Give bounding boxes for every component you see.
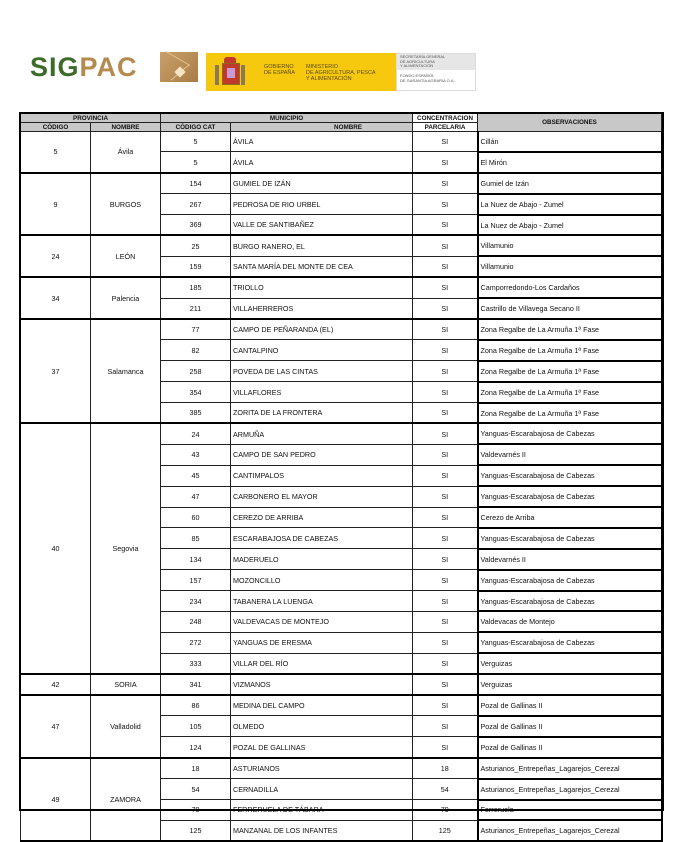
concentracion-cell: 18 xyxy=(413,758,478,779)
concentracion-cell: SI xyxy=(413,591,478,612)
concentracion-cell: SI xyxy=(413,403,478,424)
concentracion-cell: 79 xyxy=(413,800,478,821)
concentracion-cell: SI xyxy=(413,277,478,298)
codigo-cat-cell: 124 xyxy=(161,737,231,758)
observaciones-cell: Zona Regalbe de La Armuña 1ª Fase xyxy=(478,340,662,361)
observaciones-cell: Zona Regalbe de La Armuña 1ª Fase xyxy=(478,361,662,382)
observaciones-cell: Yanguas-Escarabajosa de Cabezas xyxy=(478,465,662,486)
secretaria-text: SECRETARÍA GENERAL DE AGRICULTURA Y ALIMENTACIÓN xyxy=(397,54,475,70)
observaciones-cell: Gumiel de Izán xyxy=(478,173,662,194)
provincia-codigo-cell: 9 xyxy=(21,173,91,236)
observaciones-cell: La Nuez de Abajo - Zumel xyxy=(478,215,662,236)
municipio-nombre-cell: ÁVILA xyxy=(231,132,413,152)
municipio-nombre-cell: ASTURIANOS xyxy=(231,758,413,779)
observaciones-cell: Valdevacas de Montejo xyxy=(478,611,662,632)
concentracion-cell: SI xyxy=(413,486,478,507)
observaciones-cell: Yanguas-Escarabajosa de Cabezas xyxy=(478,528,662,549)
municipio-nombre-cell: POVEDA DE LAS CINTAS xyxy=(231,361,413,382)
codigo-cat-cell: 5 xyxy=(161,152,231,173)
codigo-cat-cell: 60 xyxy=(161,507,231,528)
ministerio-text: MINISTERIO DE AGRICULTURA, PESCA Y ALIMENTACIÓN xyxy=(306,64,376,82)
municipio-nombre-cell: VIZMANOS xyxy=(231,674,413,695)
concentracion-cell: SI xyxy=(413,528,478,549)
codigo-cat-cell: 82 xyxy=(161,340,231,361)
provincia-codigo-cell: 49 xyxy=(21,758,91,842)
codigo-cat-cell: 105 xyxy=(161,716,231,737)
municipio-nombre-cell: CEREZO DE ARRIBA xyxy=(231,507,413,528)
codigo-cat-cell: 86 xyxy=(161,695,231,716)
codigo-cat-cell: 43 xyxy=(161,444,231,465)
observaciones-cell: Villamunio xyxy=(478,235,662,256)
observaciones-cell: Verguizas xyxy=(478,674,662,695)
concentracion-cell: SI xyxy=(413,298,478,319)
provincia-nombre-cell: Ávila xyxy=(91,132,161,173)
municipio-nombre-cell: CARBONERO EL MAYOR xyxy=(231,486,413,507)
observaciones-cell: Verguizas xyxy=(478,653,662,674)
codigo-cat-cell: 18 xyxy=(161,758,231,779)
provincia-codigo-cell: 24 xyxy=(21,235,91,277)
concentracion-cell: SI xyxy=(413,549,478,570)
table-row xyxy=(21,277,662,298)
table-row xyxy=(21,695,662,716)
fega-banner xyxy=(396,53,476,91)
municipio-nombre-cell: CAMPO DE PEÑARANDA (EL) xyxy=(231,319,413,340)
municipio-nombre-cell: MEDINA DEL CAMPO xyxy=(231,695,413,716)
municipio-nombre-cell: ZORITA DE LA FRONTERA xyxy=(231,403,413,424)
concentracion-cell: SI xyxy=(413,132,478,152)
observaciones-cell: Pozal de Gallinas II xyxy=(478,716,662,737)
concentracion-cell: SI xyxy=(413,444,478,465)
observaciones-cell: Camporredondo-Los Cardaños xyxy=(478,277,662,298)
observaciones-cell: Cerezo de Arriba xyxy=(478,507,662,528)
provincia-codigo-cell: 42 xyxy=(21,674,91,695)
provincia-codigo-cell: 37 xyxy=(21,319,91,423)
concentracion-cell: SI xyxy=(413,194,478,215)
concentracion-cell: 54 xyxy=(413,779,478,800)
codigo-cat-cell: 54 xyxy=(161,779,231,800)
codigo-cat-cell: 5 xyxy=(161,132,231,152)
codigo-cat-cell: 185 xyxy=(161,277,231,298)
concentracion-cell: SI xyxy=(413,674,478,695)
observaciones-cell: Pozal de Gallinas II xyxy=(478,737,662,758)
concentracion-cell: SI xyxy=(413,152,478,173)
municipio-nombre-cell: VILLAHERREROS xyxy=(231,298,413,319)
codigo-cat-cell: 258 xyxy=(161,361,231,382)
observaciones-cell: Yanguas-Escarabajosa de Cabezas xyxy=(478,486,662,507)
municipio-nombre-cell: ÁVILA xyxy=(231,152,413,173)
header-codigo: CÓDIGO xyxy=(21,123,91,132)
coat-of-arms-icon xyxy=(214,57,246,87)
provincia-nombre-cell: SORIA xyxy=(91,674,161,695)
concentracion-cell: SI xyxy=(413,737,478,758)
codigo-cat-cell: 134 xyxy=(161,549,231,570)
provincia-nombre-cell: Valladolid xyxy=(91,695,161,758)
codigo-cat-cell: 85 xyxy=(161,528,231,549)
provincia-nombre-cell: Segovia xyxy=(91,423,161,674)
municipio-nombre-cell: TABANERA LA LUENGA xyxy=(231,591,413,612)
sigpac-logo xyxy=(30,52,138,83)
municipio-nombre-cell: VALLE DE SANTIBAÑEZ xyxy=(231,215,413,236)
codigo-cat-cell: 159 xyxy=(161,256,231,277)
provincia-nombre-cell: BURGOS xyxy=(91,173,161,236)
municipio-nombre-cell: POZAL DE GALLINAS xyxy=(231,737,413,758)
codigo-cat-cell: 333 xyxy=(161,653,231,674)
table-row xyxy=(21,674,662,695)
codigo-cat-cell: 45 xyxy=(161,465,231,486)
observaciones-cell: La Nuez de Abajo - Zumel xyxy=(478,194,662,215)
provincia-nombre-cell: ZAMORA xyxy=(91,758,161,842)
municipio-nombre-cell: VILLAR DEL RÍO xyxy=(231,653,413,674)
header-parcelaria: PARCELARIA xyxy=(413,123,478,132)
observaciones-cell: Asturianos_Entrepeñas_Lagarejos_Cerezal xyxy=(478,779,662,800)
provincia-nombre-cell: LEÓN xyxy=(91,235,161,277)
fega-text: FONDO ESPAÑOL DE GARANTÍA AGRARIA O.A. xyxy=(400,73,455,83)
codigo-cat-cell: 272 xyxy=(161,632,231,653)
concentracion-cell: SI xyxy=(413,256,478,277)
concentracion-cell: SI xyxy=(413,653,478,674)
municipio-nombre-cell: CANTIMPALOS xyxy=(231,465,413,486)
concentracion-cell: SI xyxy=(413,695,478,716)
observaciones-cell: Castrillo de Villavega Secano II xyxy=(478,298,662,319)
municipio-nombre-cell: TRIOLLO xyxy=(231,277,413,298)
codigo-cat-cell: 248 xyxy=(161,611,231,632)
municipio-nombre-cell: FERRERUELA DE TÁBARA xyxy=(231,800,413,821)
provincia-nombre-cell: Salamanca xyxy=(91,319,161,423)
observaciones-cell: Cillán xyxy=(478,132,662,152)
codigo-cat-cell: 354 xyxy=(161,382,231,403)
observaciones-cell: Zona Regalbe de La Armuña 1ª Fase xyxy=(478,382,662,403)
observaciones-cell: Yanguas-Escarabajosa de Cabezas xyxy=(478,570,662,591)
municipio-nombre-cell: MANZANAL DE LOS INFANTES xyxy=(231,820,413,841)
concentracion-cell: SI xyxy=(413,319,478,340)
codigo-cat-cell: 341 xyxy=(161,674,231,695)
concentracion-cell: SI xyxy=(413,382,478,403)
logo-pac-text: PAC xyxy=(79,52,138,82)
government-banner xyxy=(206,53,396,91)
codigo-cat-cell: 157 xyxy=(161,570,231,591)
observaciones-cell: Valdevarnés II xyxy=(478,549,662,570)
provincia-codigo-cell: 5 xyxy=(21,132,91,173)
sigpac-mark-icon xyxy=(160,52,198,82)
municipio-nombre-cell: MADERUELO xyxy=(231,549,413,570)
table-row xyxy=(21,319,662,340)
observaciones-cell: Villamunio xyxy=(478,256,662,277)
concentracion-cell: 125 xyxy=(413,820,478,841)
observaciones-cell: Zona Regalbe de La Armuña 1ª Fase xyxy=(478,403,662,424)
codigo-cat-cell: 79 xyxy=(161,800,231,821)
municipio-nombre-cell: MOZONCILLO xyxy=(231,570,413,591)
header-municipio-nombre: NOMBRE xyxy=(231,123,413,132)
concentracion-cell: SI xyxy=(413,173,478,194)
municipio-nombre-cell: YANGUAS DE ERESMA xyxy=(231,632,413,653)
table-row xyxy=(21,235,662,256)
header-codigo-cat: CÓDIGO CAT xyxy=(161,123,231,132)
header-municipio: MUNICIPIO xyxy=(161,114,413,123)
observaciones-cell: Valdevarnés II xyxy=(478,444,662,465)
municipio-nombre-cell: CANTALPINO xyxy=(231,340,413,361)
municipio-nombre-cell: OLMEDO xyxy=(231,716,413,737)
observaciones-cell: Zona Regalbe de La Armuña 1ª Fase xyxy=(478,319,662,340)
observaciones-cell: Asturianos_Entrepeñas_Lagarejos_Cerezal xyxy=(478,758,662,779)
provincia-codigo-cell: 40 xyxy=(21,423,91,674)
concentracion-cell: SI xyxy=(413,507,478,528)
codigo-cat-cell: 25 xyxy=(161,235,231,256)
codigo-cat-cell: 125 xyxy=(161,820,231,841)
logo-sig-text: SIG xyxy=(30,52,80,82)
codigo-cat-cell: 267 xyxy=(161,194,231,215)
codigo-cat-cell: 24 xyxy=(161,423,231,444)
gobierno-text: GOBIERNO DE ESPAÑA xyxy=(264,64,296,76)
codigo-cat-cell: 211 xyxy=(161,298,231,319)
observaciones-cell: Ferreruela xyxy=(478,800,662,821)
municipio-nombre-cell: CERNADILLA xyxy=(231,779,413,800)
municipio-nombre-cell: GUMIEL DE IZÁN xyxy=(231,173,413,194)
concentracion-cell: SI xyxy=(413,570,478,591)
header-nombre: NOMBRE xyxy=(91,123,161,132)
observaciones-cell: Yanguas-Escarabajosa de Cabezas xyxy=(478,632,662,653)
concentracion-cell: SI xyxy=(413,423,478,444)
municipio-nombre-cell: CAMPO DE SAN PEDRO xyxy=(231,444,413,465)
codigo-cat-cell: 234 xyxy=(161,591,231,612)
codigo-cat-cell: 47 xyxy=(161,486,231,507)
header-provincia: PROVINCIA xyxy=(21,114,161,123)
header-concentracion: CONCENTRACION xyxy=(413,114,478,123)
table-row xyxy=(21,423,662,444)
municipio-nombre-cell: PEDROSA DE RIO URBEL xyxy=(231,194,413,215)
observaciones-cell: Yanguas-Escarabajosa de Cabezas xyxy=(478,423,662,444)
concentracion-cell: SI xyxy=(413,215,478,236)
municipio-nombre-cell: BURGO RANERO, EL xyxy=(231,235,413,256)
codigo-cat-cell: 77 xyxy=(161,319,231,340)
codigo-cat-cell: 385 xyxy=(161,403,231,424)
concentracion-cell: SI xyxy=(413,235,478,256)
municipio-nombre-cell: ESCARABAJOSA DE CABEZAS xyxy=(231,528,413,549)
concentracion-cell: SI xyxy=(413,340,478,361)
table-row xyxy=(21,132,662,152)
concentracion-cell: SI xyxy=(413,465,478,486)
provincia-codigo-cell: 47 xyxy=(21,695,91,758)
municipio-nombre-cell: VALDEVACAS DE MONTEJO xyxy=(231,611,413,632)
observaciones-cell: Yanguas-Escarabajosa de Cabezas xyxy=(478,591,662,612)
municipio-nombre-cell: ARMUÑA xyxy=(231,423,413,444)
observaciones-cell: El Mirón xyxy=(478,152,662,173)
codigo-cat-cell: 369 xyxy=(161,215,231,236)
provincia-nombre-cell: Palencia xyxy=(91,277,161,319)
concentracion-cell: SI xyxy=(413,716,478,737)
table-row xyxy=(21,173,662,194)
concentracion-cell: SI xyxy=(413,632,478,653)
municipio-nombre-cell: VILLAFLORES xyxy=(231,382,413,403)
provincia-codigo-cell: 34 xyxy=(21,277,91,319)
header-observaciones: OBSERVACIONES xyxy=(478,114,662,132)
table-body xyxy=(21,132,662,842)
table-row xyxy=(21,758,662,779)
municipalities-table xyxy=(20,113,663,842)
observaciones-cell: Pozal de Gallinas II xyxy=(478,695,662,716)
observaciones-cell: Asturianos_Entrepeñas_Lagarejos_Cerezal xyxy=(478,820,662,841)
concentracion-cell: SI xyxy=(413,611,478,632)
municipio-nombre-cell: SANTA MARÍA DEL MONTE DE CEA xyxy=(231,256,413,277)
document-header xyxy=(0,0,684,105)
concentracion-cell: SI xyxy=(413,361,478,382)
codigo-cat-cell: 154 xyxy=(161,173,231,194)
